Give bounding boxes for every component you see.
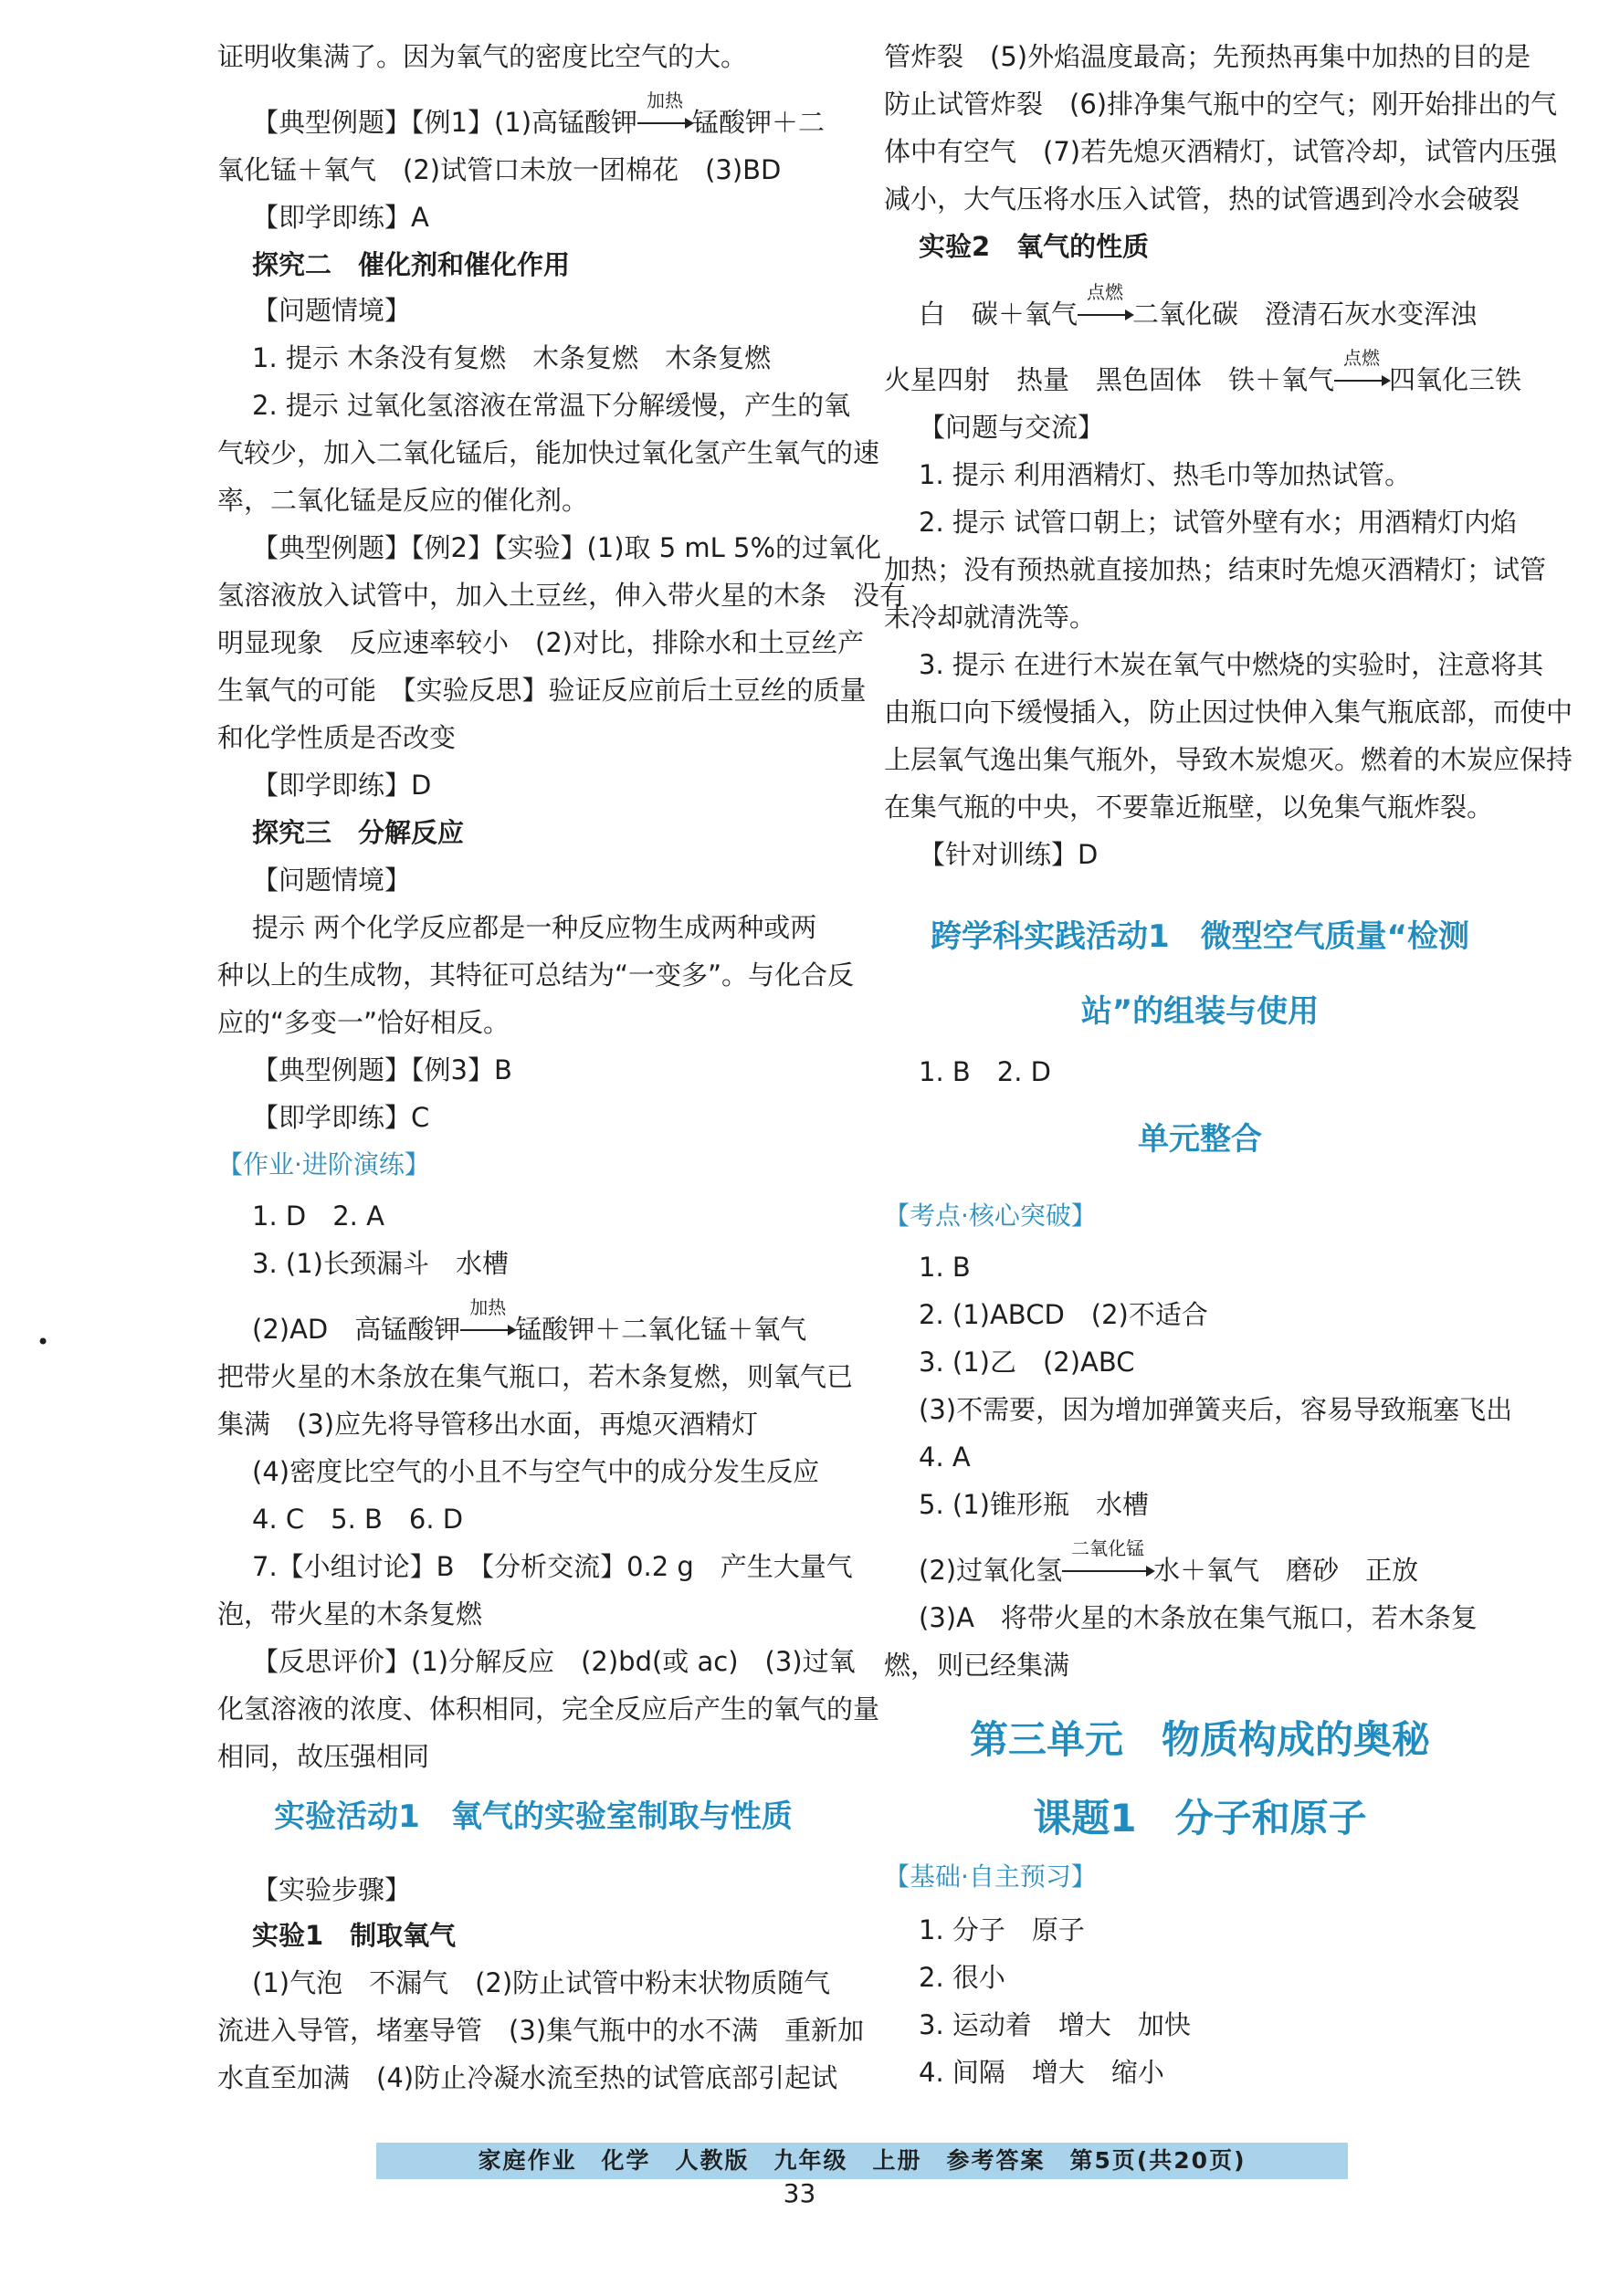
line-text: 相同，故压强相同 [217, 1741, 430, 1772]
line-text: 2. 提示 试管口朝上；试管外壁有水；用酒精灯内焰 [919, 507, 1518, 538]
line-text: 【反思评价】(1)分解反应 (2)bd(或 ac) (3)过氧 [252, 1646, 856, 1677]
reaction-arrow [1078, 281, 1132, 332]
right-line [884, 918, 1516, 955]
left-line [217, 1643, 856, 1680]
line-text: 氧化锰＋氧气 (2)试管口未放一团棉花 (3)BD [217, 154, 782, 185]
left-line [217, 719, 849, 756]
right-line [884, 504, 1516, 540]
line-text: 提示 两个化学反应都是一种反应物生成两种或两 [252, 912, 817, 943]
line-text: 5. (1)锥形瓶 水槽 [919, 1489, 1149, 1520]
line-text: 气较少，加入二氧化锰后，能加快过氧化氢产生氧气的速 [217, 437, 880, 468]
line-text: 站”的组装与使用 [1080, 993, 1320, 1030]
line-text: 管炸裂 (5)外焰温度最高；先预热再集中加热的目的是 [884, 41, 1531, 72]
line-text: 【针对训练】D [919, 839, 1099, 870]
right-line [884, 1912, 1516, 1948]
left-line [217, 1147, 849, 1183]
right-line [884, 1249, 1516, 1285]
line-text: 【典型例题】【例2】【实验】(1)取 5 mL 5%的过氧化 [252, 532, 882, 563]
line-text: 跨学科实践活动1 微型空气质量“检测 [930, 918, 1469, 955]
left-line [217, 1798, 849, 1835]
right-line [884, 993, 1516, 1030]
line-text: 【即学即练】A [252, 202, 429, 233]
line-text: 【问题情境】 [252, 295, 412, 326]
line-text: 4. 间隔 增大 缩小 [919, 2057, 1164, 2088]
left-line [217, 1501, 849, 1537]
line-text: 应的“多变一”恰好相反。 [217, 1007, 510, 1038]
line-text: 流进入导管，堵塞导管 (3)集气瓶中的水不满 重新加 [217, 2015, 865, 2046]
line-text: 4. C 5. B 6. D [252, 1504, 464, 1535]
line-text: 水直至加满 (4)防止冷凝水流至热的试管底部引起试 [217, 2062, 838, 2093]
line-text: 7.【小组讨论】B 【分析交流】0.2 g 产生大量气 [252, 1551, 853, 1582]
left-line [217, 909, 849, 946]
right-line [884, 228, 1516, 265]
line-text: 1. B [919, 1252, 971, 1283]
right-line [884, 133, 1558, 170]
left-line [217, 767, 849, 803]
right-line [884, 409, 1516, 446]
line-text-after-arrow: 锰酸钾＋二 [692, 107, 826, 138]
line-text: 【即学即练】D [252, 770, 432, 801]
left-line [217, 1198, 849, 1234]
line-text: (2)AD 高锰酸钾 [252, 1314, 461, 1345]
right-line [884, 2007, 1516, 2043]
line-text: 探究三 分解反应 [252, 817, 465, 848]
line-text: 【即学即练】C [252, 1102, 430, 1133]
line-text: 白 碳＋氧气 [919, 299, 1078, 330]
right-line [884, 1716, 1516, 1764]
line-text: (3)不需要，因为增加弹簧夹后，容易导致瓶塞飞出 [919, 1394, 1513, 1425]
right-line [884, 38, 1531, 75]
left-line [217, 1453, 849, 1490]
right-line [884, 1647, 1516, 1683]
right-line [884, 1439, 1516, 1475]
left-line [217, 387, 849, 424]
left-line [217, 246, 849, 283]
right-line [884, 1795, 1516, 1842]
page-footer: 家庭作业 化学 人教版 九年级 上册 参考答案 第5页(共20页) [376, 2143, 1348, 2179]
right-line [884, 741, 1573, 778]
right-line [884, 646, 1544, 683]
right-line [884, 2054, 1516, 2091]
line-text-after-arrow: 水＋氧气 磨砂 正放 [1153, 1555, 1419, 1586]
line-text-after-arrow: 锰酸钾＋二氧化锰＋氧气 [515, 1314, 807, 1345]
line-text: 3. 提示 在进行木炭在氧气中燃烧的实验时，注意将其 [919, 649, 1544, 680]
left-line [217, 1245, 849, 1282]
line-text: 集满 (3)应先将导管移出水面，再熄灭酒精灯 [217, 1409, 759, 1440]
right-line [884, 1959, 1516, 1996]
line-text: 【问题与交流】 [919, 412, 1105, 443]
left-line [217, 152, 849, 188]
line-text: 2. (1)ABCD (2)不适合 [919, 1299, 1208, 1330]
line-text: 4. A [919, 1442, 971, 1473]
line-text: 化氢溶液的浓度、体积相同，完全反应后产生的氧气的量 [217, 1693, 880, 1725]
line-text: 上层氧气逸出集气瓶外，导致木炭熄灭。燃着的木炭应保持 [884, 744, 1573, 775]
line-text: 火星四射 热量 黑色固体 铁＋氧气 [884, 364, 1335, 395]
right-line [884, 1859, 1516, 1895]
line-text: 3. (1)乙 (2)ABC [919, 1347, 1135, 1378]
line-text: 课题1 分子和原子 [1033, 1796, 1367, 1840]
left-line [217, 814, 849, 851]
right-line [884, 1054, 1516, 1090]
line-text: 3. (1)长颈漏斗 水槽 [252, 1248, 509, 1279]
right-line [884, 1486, 1516, 1523]
line-text: 燃，则已经集满 [884, 1650, 1070, 1681]
left-line [217, 2060, 849, 2096]
left-line [217, 1358, 854, 1395]
line-text: 在集气瓶的中央，不要靠近瓶壁，以免集气瓶炸裂。 [884, 792, 1494, 823]
margin-dot: • [37, 1329, 50, 1355]
line-text: 单元整合 [1138, 1121, 1262, 1158]
line-text: 1. B 2. D [919, 1056, 1052, 1087]
right-line [884, 1537, 1516, 1588]
left-line [217, 1099, 849, 1136]
line-text: 实验1 制取氧气 [252, 1920, 457, 1951]
line-text: 泡，带火星的木条复燃 [217, 1599, 483, 1630]
right-line [884, 1198, 1516, 1234]
left-line [217, 957, 855, 993]
line-text: 第三单元 物质构成的奥秘 [969, 1717, 1430, 1762]
right-line [884, 1121, 1516, 1158]
reaction-condition: 加热 [647, 89, 684, 111]
left-line [217, 1965, 849, 2001]
line-text: 加热；没有预热就直接加热；结束时先熄灭酒精灯；试管 [884, 554, 1547, 585]
left-line [217, 292, 849, 329]
left-line [217, 1296, 849, 1347]
reaction-condition: 点燃 [1087, 281, 1124, 303]
left-line [217, 577, 907, 613]
left-line [217, 38, 849, 75]
right-line [884, 181, 1520, 217]
right-line [884, 1599, 1516, 1636]
right-line [884, 694, 1573, 730]
line-text: 实验2 氧气的性质 [919, 231, 1150, 262]
left-line [217, 624, 865, 661]
line-text: 种以上的生成物，其特征可总结为“一变多”。与化合反 [217, 959, 855, 991]
line-text: 防止试管炸裂 (6)排净集气瓶中的空气；刚开始排出的气 [884, 89, 1558, 120]
reaction-arrow [1334, 347, 1389, 398]
left-line [217, 1548, 853, 1585]
line-text: 实验活动1 氧气的实验室制取与性质 [274, 1798, 793, 1835]
right-line [884, 1344, 1516, 1380]
right-line [884, 86, 1558, 122]
reaction-arrow [1062, 1537, 1153, 1588]
left-line [217, 672, 867, 708]
line-text: 【考点·核心突破】 [884, 1200, 1097, 1231]
left-line [217, 529, 882, 566]
line-text: 【基础·自主预习】 [884, 1861, 1097, 1892]
line-text: 生氧气的可能 【实验反思】验证反应前后土豆丝的质量 [217, 675, 867, 706]
left-line [217, 2012, 865, 2049]
right-line [884, 1296, 1516, 1333]
line-text: 把带火星的木条放在集气瓶口，若木条复燃，则氧气已 [217, 1361, 854, 1392]
line-text: 【实验步骤】 [252, 1874, 412, 1905]
left-line [217, 89, 849, 141]
left-line [217, 1596, 849, 1632]
line-text: 2. 提示 过氧化氢溶液在常温下分解缓慢，产生的氧 [252, 390, 851, 421]
line-text: 1. 提示 木条没有复燃 木条复燃 木条复燃 [252, 342, 772, 373]
right-line [884, 551, 1547, 588]
line-text: (1)气泡 不漏气 (2)防止试管中粉末状物质随气 [252, 1967, 831, 1998]
left-line [217, 1917, 849, 1954]
line-text: (2)过氧化氢 [919, 1555, 1063, 1586]
right-line [884, 347, 1522, 398]
line-text: 明显现象 反应速率较小 (2)对比，排除水和土豆丝产 [217, 627, 865, 658]
line-text: 1. 提示 利用酒精灯、热毛巾等加热试管。 [919, 459, 1412, 490]
left-line [217, 435, 880, 471]
line-text: 【典型例题】【例3】B [252, 1054, 512, 1085]
left-line [217, 862, 849, 898]
left-line [217, 1052, 849, 1088]
line-text: 率，二氧化锰是反应的催化剂。 [217, 485, 589, 516]
line-text-after-arrow: 四氧化三铁 [1389, 364, 1522, 395]
line-text: 2. 很小 [919, 1962, 1005, 1993]
reaction-condition: 点燃 [1343, 347, 1381, 369]
line-text: 体中有空气 (7)若先熄灭酒精灯，试管冷却，试管内压强 [884, 136, 1558, 167]
left-line [217, 1406, 849, 1442]
left-line [217, 1004, 849, 1041]
reaction-arrow [637, 89, 692, 141]
left-line [217, 1738, 849, 1775]
line-text: 未冷却就清洗等。 [884, 602, 1097, 633]
line-text: 减小，大气压将水压入试管，热的试管遇到冷水会破裂 [884, 183, 1520, 215]
line-text: 氢溶液放入试管中，加入土豆丝，伸入带火星的木条 没有 [217, 580, 907, 611]
left-line [217, 1691, 880, 1727]
line-text: (4)密度比空气的小且不与空气中的成分发生反应 [252, 1456, 820, 1487]
left-line [217, 199, 849, 236]
line-text: 【作业·进阶演练】 [217, 1149, 430, 1179]
right-line [884, 456, 1516, 493]
left-line [217, 482, 849, 519]
line-text-after-arrow: 二氧化碳 澄清石灰水变浑浊 [1132, 299, 1478, 330]
line-text: 由瓶口向下缓慢插入，防止因过快伸入集气瓶底部，而使中 [884, 697, 1573, 728]
right-line [884, 1391, 1516, 1428]
reaction-condition: 加热 [469, 1296, 507, 1318]
right-line [884, 599, 1516, 635]
line-text: 【问题情境】 [252, 865, 412, 896]
line-text: 1. D 2. A [252, 1200, 384, 1232]
line-text: 【典型例题】【例1】(1)高锰酸钾 [252, 107, 638, 138]
reaction-arrow [460, 1296, 515, 1347]
right-line [884, 789, 1516, 825]
right-line [884, 281, 1516, 332]
page-number: 33 [783, 2178, 816, 2208]
line-text: 1. 分子 原子 [919, 1914, 1085, 1945]
line-text: 探究二 催化剂和催化作用 [252, 249, 571, 280]
line-text: 证明收集满了。因为氧气的密度比空气的大。 [217, 41, 748, 72]
right-line [884, 836, 1516, 873]
reaction-condition: 二氧化锰 [1071, 1537, 1145, 1559]
left-line [217, 340, 849, 376]
left-line [217, 1871, 849, 1908]
line-text: 和化学性质是否改变 [217, 722, 457, 753]
line-text: (3)A 将带火星的木条放在集气瓶口，若木条复 [919, 1602, 1478, 1633]
line-text: 3. 运动着 增大 加快 [919, 2009, 1191, 2040]
